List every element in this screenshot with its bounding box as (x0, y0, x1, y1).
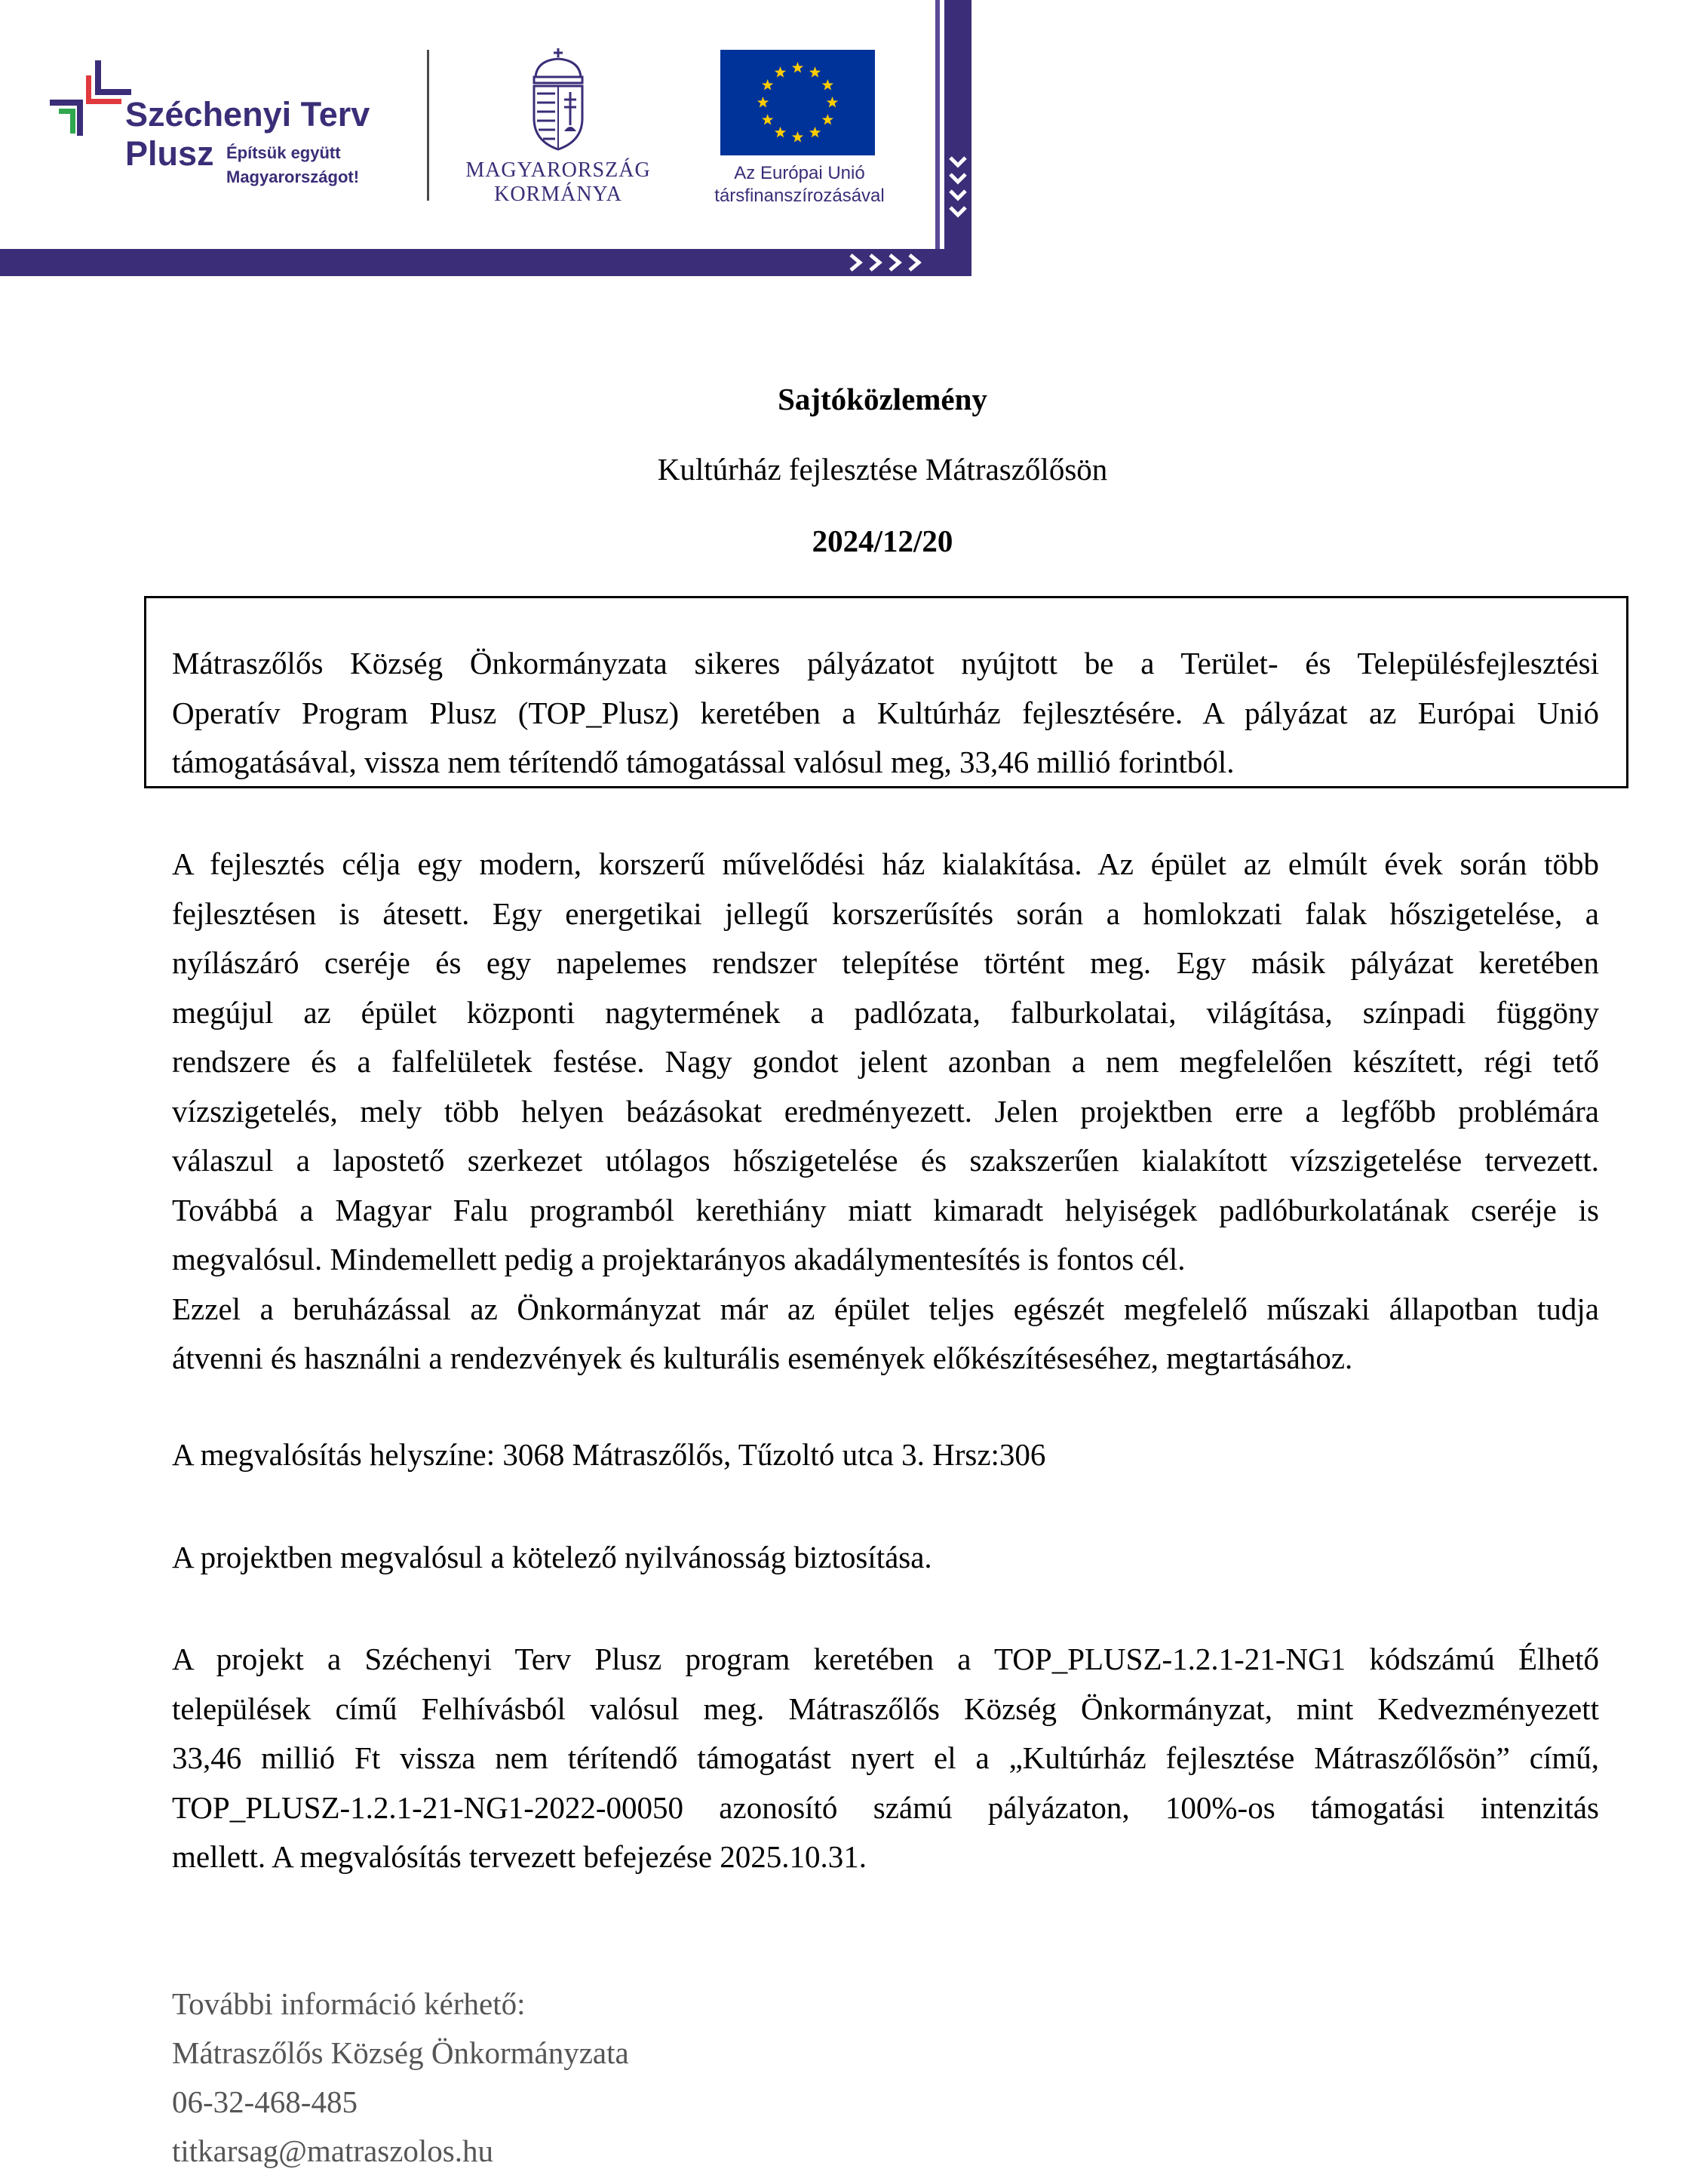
paragraph-line: támogatásával, vissza nem térítendő támogatással valósul meg, 33,46 millió forintból. (172, 745, 1235, 779)
paragraph-line: A fejlesztés célja egy modern, korszerű művelődési ház kialakítása. Az épület az elmúlt évek során több (172, 846, 1599, 881)
paragraph-line: 33,46 millió Ft vissza nem térítendő támogatást nyert el a „Kultúrház fejlesztése Mátraszőlősön” című, (172, 1740, 1599, 1775)
szechenyi-tagline-1: Építsük együtt (226, 143, 341, 162)
szechenyi-tagline-2: Magyarországot! (226, 167, 360, 186)
body-paragraph (172, 840, 1599, 1384)
hungarian-crest-icon (528, 47, 588, 152)
paragraph-line: TOP_PLUSZ-1.2.1-21-NG1-2022-00050 azonosító számú pályázaton, 100%-os támogatási intenzitás (172, 1789, 1599, 1825)
paragraph-line: megvalósul. Mindemellett pedig a projektarányos akadálymentesítés is fontos cél. (172, 1242, 1186, 1276)
eu-cofinancing-line-2: társfinanszírozásával (714, 186, 885, 206)
chevron-down-icon (946, 155, 970, 223)
szechenyi-logo-icon (48, 60, 131, 143)
paragraph-line: Mátraszőlős Község Önkormányzata sikeres pályázatot nyújtott be a Terület- és Településfejlesztési (172, 646, 1599, 680)
contact-heading: További információ kérhető: (172, 1986, 526, 2021)
chevron-right-icon (845, 250, 935, 275)
paragraph-line: átvenni és használni a rendezvények és kulturális események előkészítéseséhez, megtartásához. (172, 1341, 1353, 1375)
paragraph-line: fejlesztésen is átesett. Egy energetikai jellegű korszerűsítés során a homlokzati falak hőszigetelése, a (172, 895, 1599, 931)
paragraph-line: vízszigetelés, mely több helyen beázásokat eredményezett. Jelen projektben erre a legfőbb problémára (172, 1093, 1599, 1129)
intro-paragraph (172, 639, 1599, 788)
paragraph-line: Ezzel a beruházással az Önkormányzat már az épület teljes egészét megfelelő műszaki állapotban tudja (172, 1291, 1599, 1326)
project-paragraph (172, 1635, 1599, 1882)
location-line: A megvalósítás helyszíne: 3068 Mátraszőlős, Tűzoltó utca 3. Hrsz:306 (172, 1437, 1046, 1472)
paragraph-line: mellett. A megvalósítás tervezett befejezése 2025.10.31. (172, 1839, 867, 1874)
paragraph-line: Operatív Program Plusz (TOP_Plusz) keretében a Kultúrház fejlesztésére. A pályázat az Európai Unió (172, 695, 1599, 730)
banner-frame-right (944, 0, 971, 276)
contact-organization: Mátraszőlős Község Önkormányzata (172, 2035, 629, 2070)
eu-flag-icon (720, 50, 875, 155)
paragraph-line: megújul az épület központi nagytermének a padlózata, falburkolatai, világítása, színpadi függöny (172, 994, 1599, 1030)
paragraph-line: A projekt a Széchenyi Terv Plusz program keretében a TOP_PLUSZ-1.2.1-21-NG1 kódszámú Élhető (172, 1642, 1599, 1676)
government-name-line-1: MAGYARORSZÁG (465, 158, 651, 182)
eu-cofinancing-line-1: Az Európai Unió (734, 163, 865, 183)
banner-frame-line (935, 0, 940, 249)
paragraph-line: válaszul a lapostető szerkezet utólagos hőszigetelése és szakszerűen kialakított vízszigetelése tervezett. (172, 1143, 1599, 1178)
document-subtitle: Kultúrház fejlesztése Mátraszőlősön (657, 452, 1108, 487)
contact-phone: 06-32-468-485 (172, 2084, 358, 2119)
logo-divider (427, 50, 429, 201)
paragraph-line: települések című Felhívásból valósul meg. Mátraszőlős Község Önkormányzat, mint Kedvezményezett (172, 1691, 1599, 1726)
paragraph-line: Továbbá a Magyar Falu programból kerethiány miatt kimaradt helyiségek padlóburkolatának cseréje is (172, 1192, 1599, 1227)
document-date: 2024/12/20 (812, 524, 953, 558)
paragraph-line: nyílászáró cseréje és egy napelemes rendszer telepítése történt meg. Egy másik pályázat keretében (172, 945, 1599, 980)
szechenyi-name: Széchenyi Terv (125, 95, 370, 134)
header-banner (0, 0, 981, 279)
contact-email[interactable]: titkarsag@matraszolos.hu (172, 2133, 494, 2168)
szechenyi-plus: Plusz (125, 134, 214, 173)
publicity-line: A projektben megvalósul a kötelező nyilvánosság biztosítása. (172, 1540, 932, 1574)
document-title: Sajtóközlemény (778, 382, 987, 416)
government-name-line-2: KORMÁNYA (494, 183, 622, 206)
paragraph-line: rendszere és a falfelületek festése. Nagy gondot jelent azonban a nem megfelelően készített, régi tető (172, 1044, 1599, 1079)
banner-frame-bottom (0, 249, 971, 276)
